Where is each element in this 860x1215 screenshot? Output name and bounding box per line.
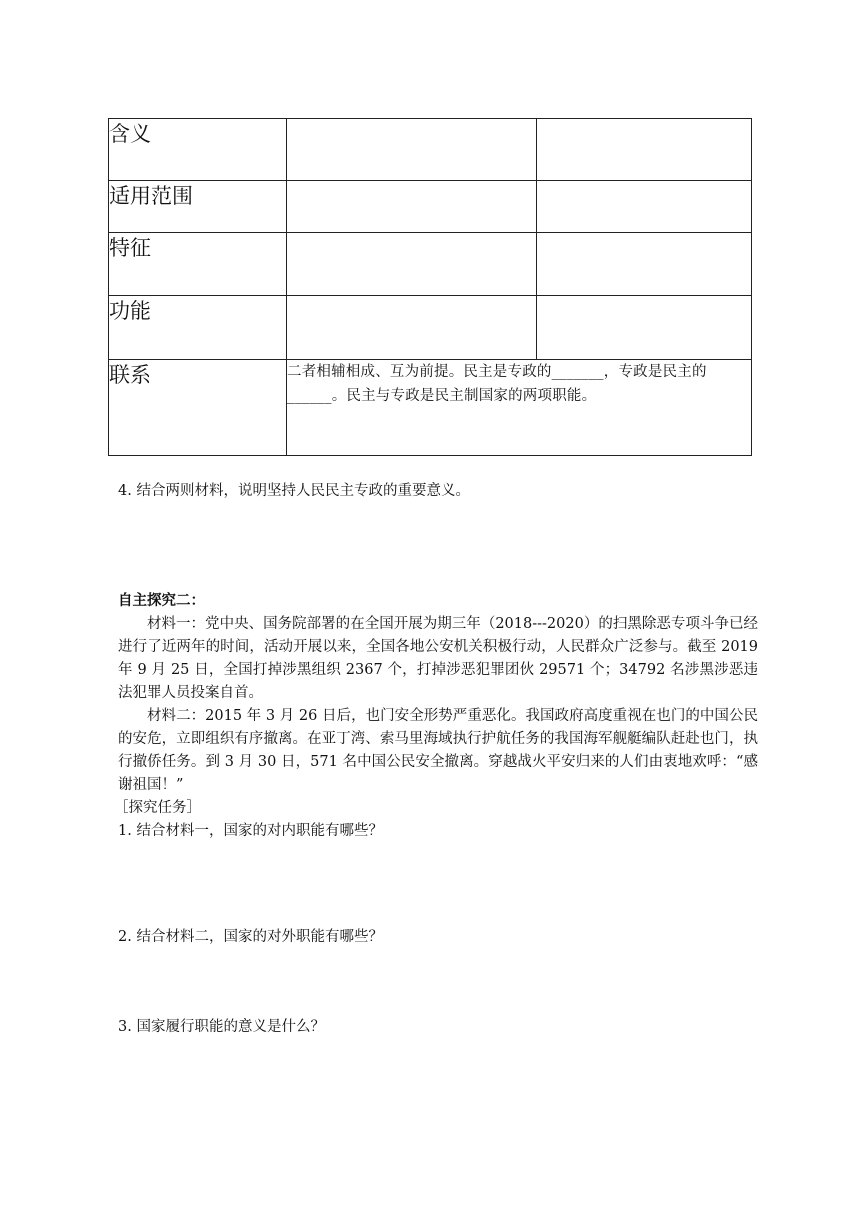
task-question-2-block	[118, 926, 758, 949]
row-label-scope: 适用范围	[109, 181, 287, 233]
task-question-3: 3. 国家履行职能的意义是什么？	[118, 1019, 325, 1035]
table-row	[109, 233, 752, 296]
task-label: ［探究任务］	[114, 800, 201, 816]
row-label-features: 特征	[109, 233, 287, 296]
section-explore-2	[114, 590, 758, 843]
cell-blank	[287, 181, 537, 233]
section-title: 自主探究二：	[118, 593, 205, 609]
material-1: 材料一：党中央、国务院部署的在全国开展为期三年（2018---2020）的扫黑除恶专项斗争已经进行了近两年的时间，活动开展以来，全国各地公安机关积极行动，人民群众广泛参与。截至 2019 年 9 月 25 日，全国打掉涉黑组织 2367 个，打掉涉恶犯罪团伙 29571 个；34792 名涉黑涉恶违法犯罪人员投案自首。	[118, 616, 758, 701]
cell-blank	[287, 296, 537, 360]
cell-blank	[287, 233, 537, 296]
task-question-3-block	[118, 1016, 758, 1039]
cell-blank	[287, 119, 537, 181]
relation-text: 二者相辅相成、互为前提。民主是专政的_______，专政是民主的______。民主与专政是民主制国家的两项职能。	[287, 360, 752, 456]
cell-blank	[537, 181, 752, 233]
row-label-relation: 联系	[109, 360, 287, 456]
cell-blank	[537, 233, 752, 296]
table-row	[109, 360, 752, 456]
material-2: 材料二：2015 年 3 月 26 日后，也门安全形势严重恶化。我国政府高度重视在也门的中国公民的安危，立即组织有序撤离。在亚丁湾、索马里海域执行护航任务的我国海军舰艇编队赶赴也门，执行撤侨任务。到 3 月 30 日，571 名中国公民安全撤离。穿越战火平安归来的人们由衷地欢呼：“感谢祖国！”	[118, 708, 758, 793]
row-label-function: 功能	[109, 296, 287, 360]
table-row	[109, 181, 752, 233]
task-question-2: 2. 结合材料二，国家的对外职能有哪些？	[118, 929, 383, 945]
cell-blank	[537, 296, 752, 360]
question-4	[118, 480, 758, 503]
comparison-table	[108, 118, 752, 456]
table-row	[109, 119, 752, 181]
row-label-meaning: 含义	[109, 119, 287, 181]
question-4-text: 4. 结合两则材料，说明坚持人民民主专政的重要意义。	[118, 483, 470, 499]
task-question-1: 1. 结合材料一，国家的对内职能有哪些？	[118, 823, 383, 839]
table-row	[109, 296, 752, 360]
cell-blank	[537, 119, 752, 181]
